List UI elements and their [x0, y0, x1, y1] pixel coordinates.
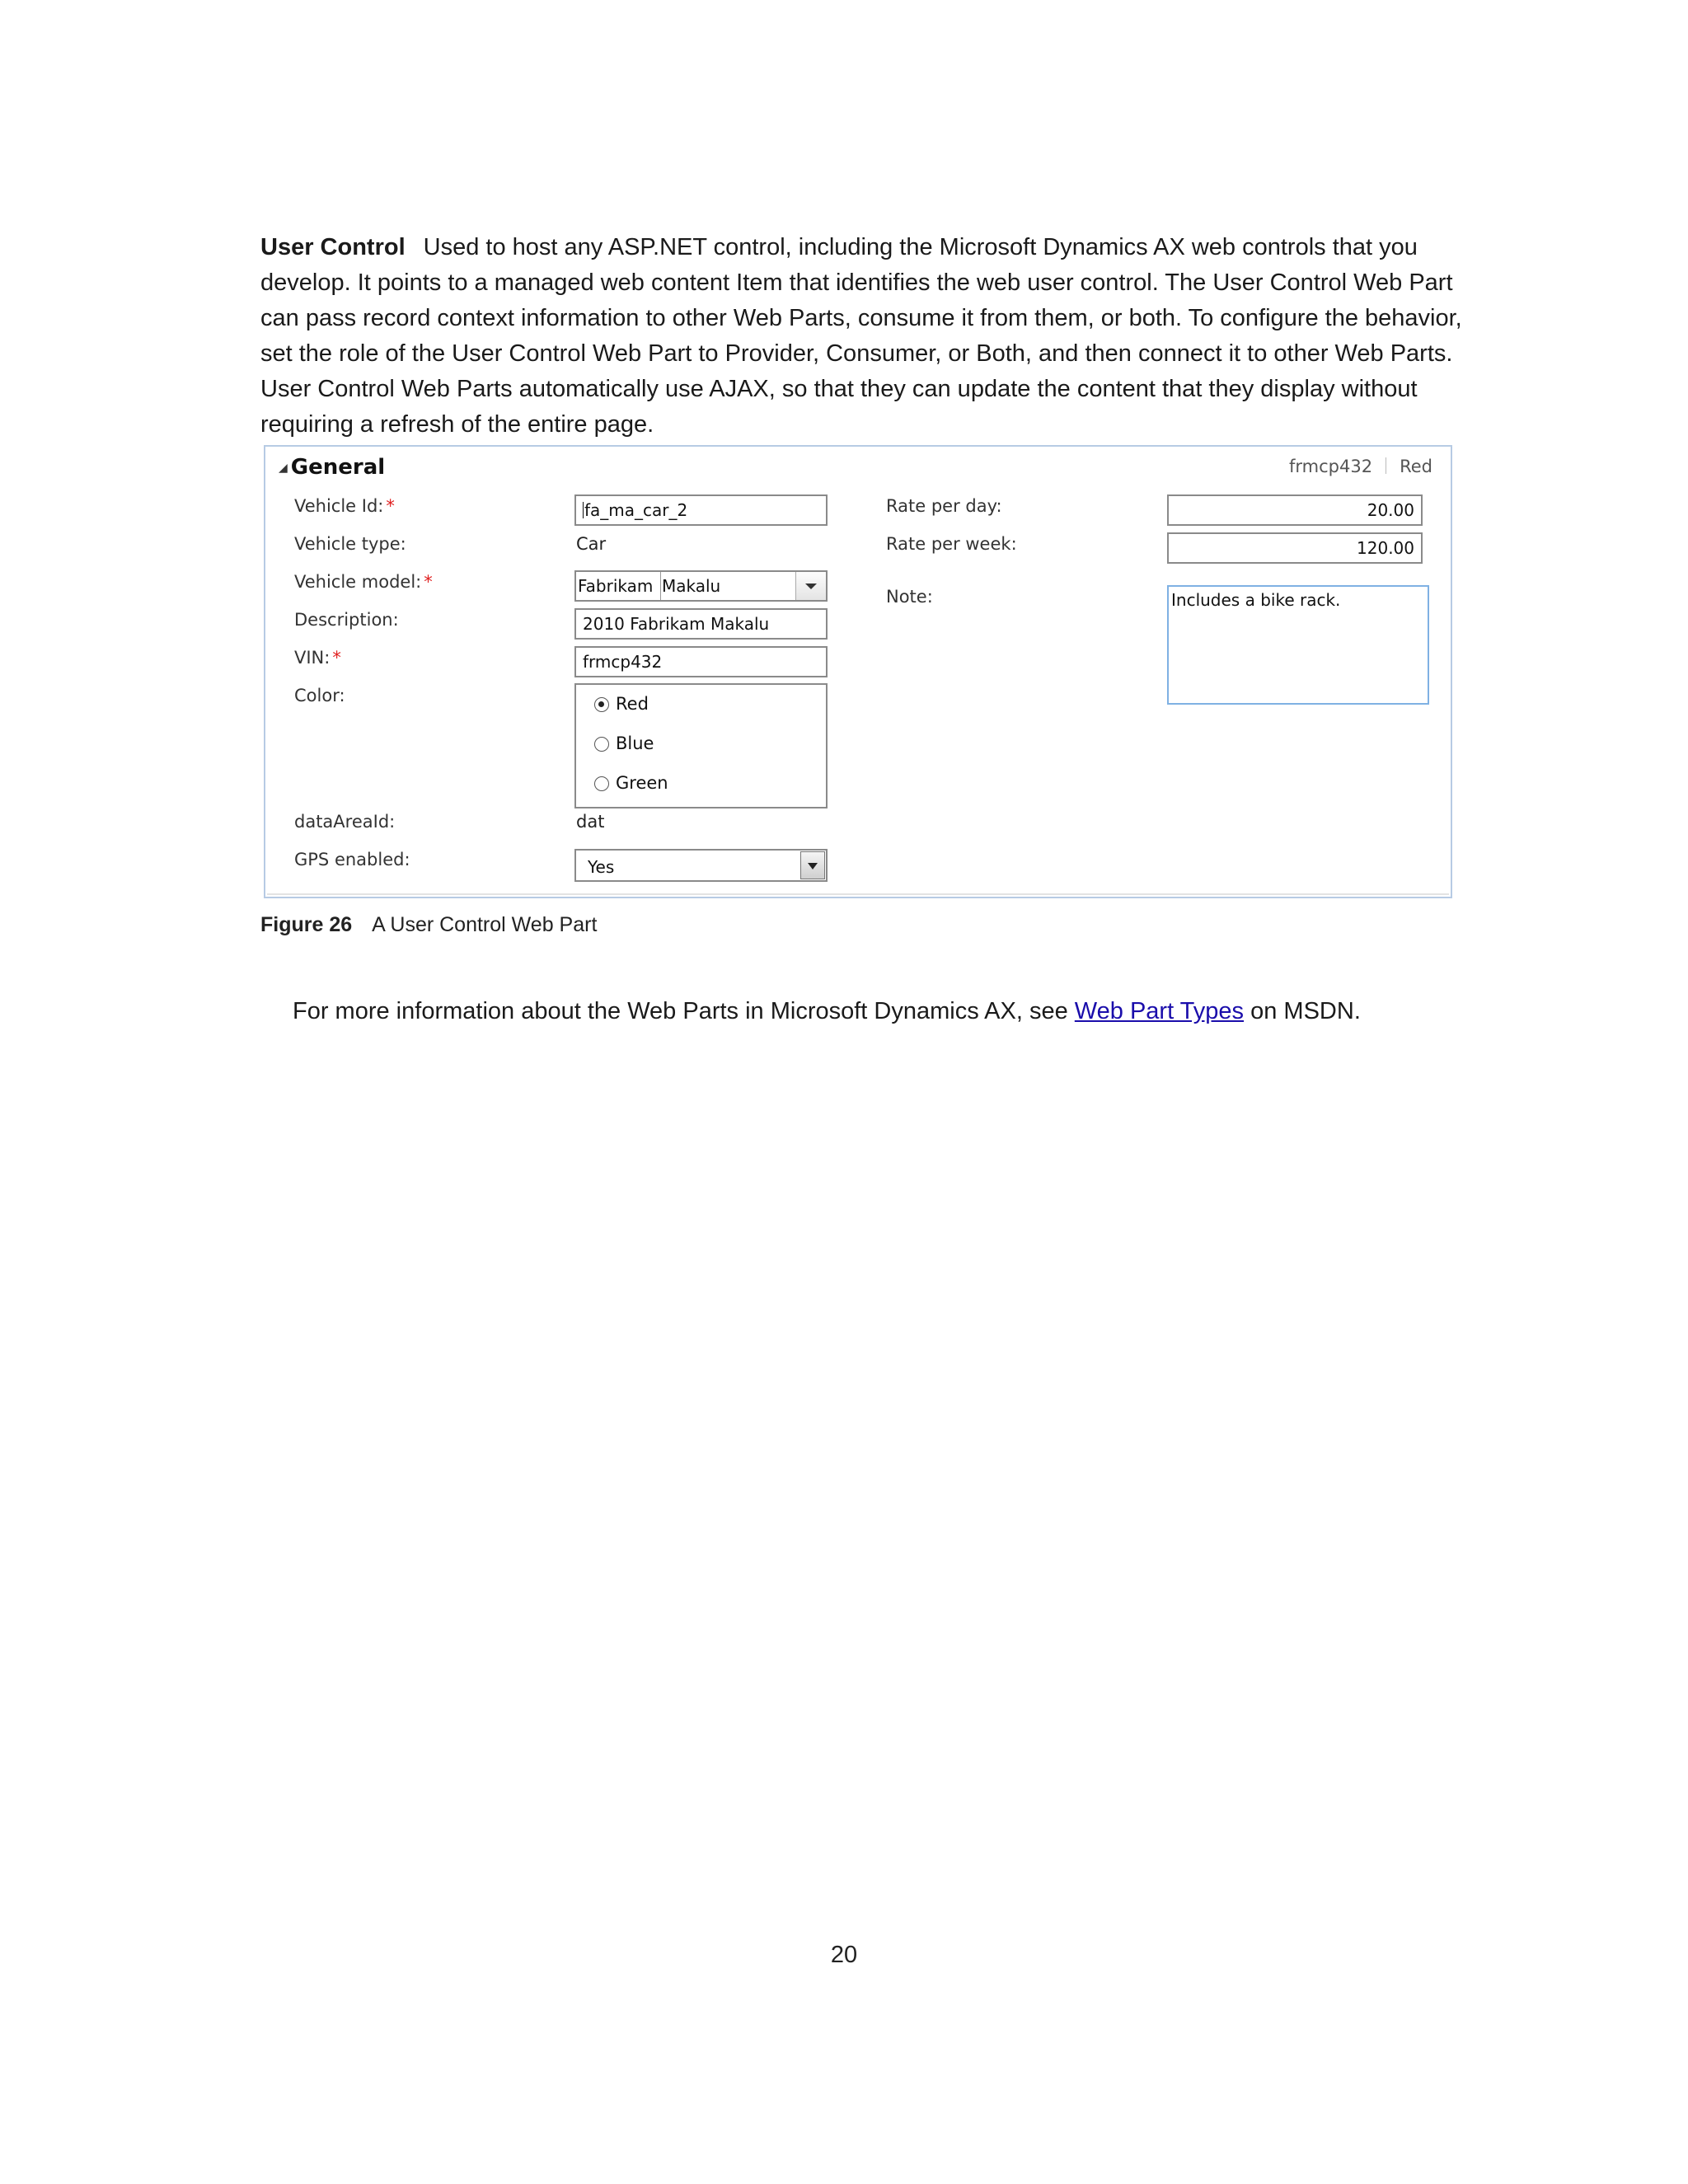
gps-enabled-label: GPS enabled: [294, 850, 410, 869]
summary-vin: frmcp432 [1289, 457, 1373, 476]
vin-label: VIN: * [294, 648, 341, 668]
vehicle-model-segment[interactable]: Makalu [662, 576, 721, 596]
intro-paragraph [260, 230, 1472, 443]
color-label: Color: [294, 686, 345, 705]
chevron-down-icon [808, 863, 818, 869]
data-area-id-value: dat [576, 812, 605, 832]
intro-term: User Control [260, 234, 406, 260]
figure-title: A User Control Web Part [372, 913, 598, 936]
color-option-blue[interactable]: Blue [594, 733, 654, 753]
radio-selected-icon[interactable] [594, 697, 609, 712]
figure-label: Figure 26 [260, 913, 353, 936]
vehicle-make-segment[interactable]: Fabrikam [576, 572, 661, 600]
data-area-id-label: dataAreaId: [294, 812, 396, 832]
description-label: Description: [294, 610, 399, 630]
vehicle-model-dropdown-button[interactable] [795, 572, 826, 600]
required-marker: * [424, 572, 433, 592]
description-field[interactable]: 2010 Fabrikam Makalu [574, 608, 828, 640]
collapse-triangle-icon[interactable]: ◢ [279, 462, 288, 475]
note-textarea[interactable]: Includes a bike rack. [1167, 585, 1429, 705]
section-title: General [290, 455, 386, 480]
vehicle-model-label: Vehicle model: * [294, 572, 433, 592]
section-header-general[interactable] [279, 455, 385, 480]
web-part-types-link[interactable]: Web Part Types [1074, 998, 1245, 1024]
vin-field[interactable]: frmcp432 [574, 646, 828, 677]
figure-caption [260, 913, 597, 937]
color-radio-group [574, 683, 828, 808]
color-option-green[interactable]: Green [594, 773, 668, 793]
required-marker: * [332, 648, 341, 668]
intro-text: Used to host any ASP.NET control, including the Microsoft Dynamics AX web controls that you develop. It points to a managed web content Item that identifies the web user control. The User Control Web Part can pass record context information to other Web Parts, consume it from them, or both. To configure the behavior, set the role of the User Control Web Part to Provider, Consumer, or Both, and then connect it to other Web Parts. User Control Web Parts automatically use AJAX, so that they can update the content that they display without requiring a refresh of the entire page. [260, 234, 1462, 438]
rate-per-week-field[interactable]: 120.00 [1167, 532, 1423, 564]
rate-per-day-label: Rate per day: [886, 496, 1002, 516]
vehicle-type-label: Vehicle type: [294, 534, 406, 554]
rate-per-day-field[interactable]: 20.00 [1167, 494, 1423, 526]
note-label: Note: [886, 587, 933, 607]
vehicle-type-value: Car [576, 534, 607, 554]
text-cursor [583, 502, 584, 518]
gps-dropdown-button[interactable] [800, 851, 825, 879]
vehicle-id-field[interactable]: fa_ma_car_2 [574, 494, 828, 526]
gps-enabled-value: Yes [588, 857, 615, 877]
color-option-red[interactable]: Red [594, 694, 649, 714]
radio-icon[interactable] [594, 737, 609, 752]
chevron-down-icon [805, 583, 817, 589]
gps-enabled-select[interactable] [574, 849, 828, 882]
vehicle-id-label: Vehicle Id: * [294, 496, 395, 516]
more-info-paragraph: For more information about the Web Parts in Microsoft Dynamics AX, see Web Part Types on MSDN. [293, 998, 1361, 1024]
summary-color: Red [1400, 457, 1432, 476]
required-marker: * [386, 496, 395, 516]
vehicle-model-combobox[interactable] [574, 570, 828, 602]
radio-icon[interactable] [594, 776, 609, 791]
page-number: 20 [830, 1942, 858, 1968]
rate-per-week-label: Rate per week: [886, 534, 1017, 554]
section-summary [1289, 457, 1432, 476]
